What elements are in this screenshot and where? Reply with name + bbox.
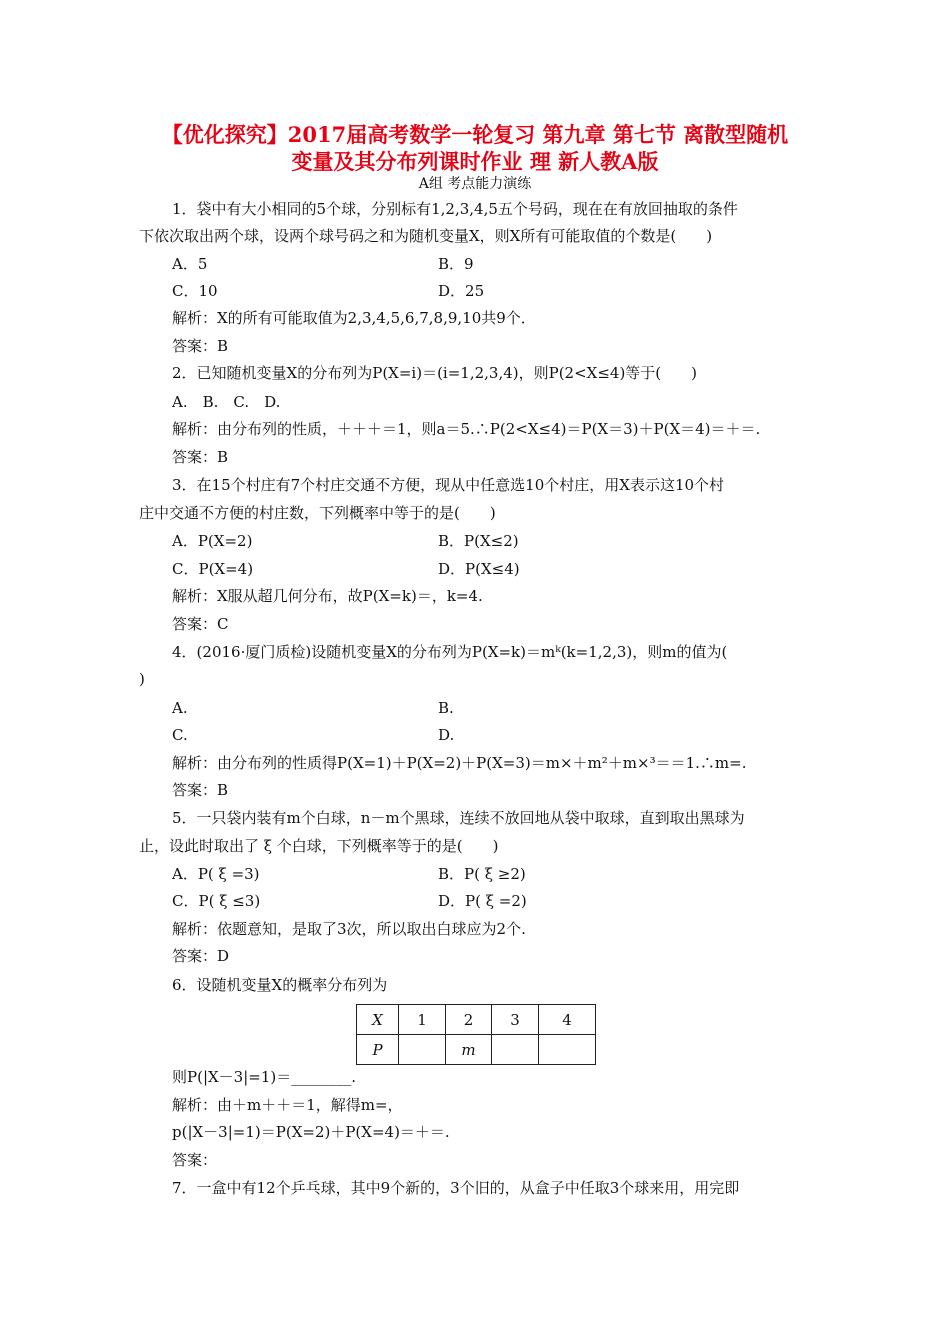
table-cell: m xyxy=(446,1035,492,1065)
q3-option-c: C．P(X=4) xyxy=(172,560,254,578)
q3-option-b: B．P(X≤2) xyxy=(438,532,519,550)
q2-analysis: 解析：由分布列的性质，＋＋＋＝1，则a＝5.∴P(2<X≤4)＝P(X＝3)＋P(X＝4)＝＋＝. xyxy=(172,420,761,438)
q3-analysis: 解析：X服从超几何分布，故P(X=k)＝，k=4. xyxy=(172,587,483,605)
q4-stem-line1: 4．(2016·厦门质检)设随机变量X的分布列为P(X=k)＝mᵏ(k=1,2,3)，则m的值为( xyxy=(172,643,728,661)
table-cell: X xyxy=(357,1005,399,1035)
q4-answer: 答案：B xyxy=(172,781,229,799)
table-cell: 3 xyxy=(492,1005,539,1035)
q5-stem-line1: 5．一只袋内装有m个白球，n－m个黑球，连续不放回地从袋中取球，直到取出黑球为 xyxy=(172,809,745,827)
q6-answer: 答案： xyxy=(172,1151,218,1169)
q2-stem: 2．已知随机变量X的分布列为P(X=i)＝(i=1,2,3,4)，则P(2<X≤4)等于( ) xyxy=(172,364,698,382)
q5-option-c: C．P( ξ ≤3) xyxy=(172,892,261,910)
q4-option-b: B. xyxy=(438,699,454,717)
q1-stem-line2: 下依次取出两个球，设两个球号码之和为随机变量X，则X所有可能取值的个数是( ) xyxy=(139,227,713,245)
distribution-table xyxy=(356,1004,596,1065)
q3-answer: 答案：C xyxy=(172,615,229,633)
q5-stem-line2: 止，设此时取出了 ξ 个白球，下列概率等于的是( ) xyxy=(139,837,499,855)
q6-analysis-line2: p(|X－3|=1)＝P(X=2)＋P(X=4)＝＋＝. xyxy=(172,1123,450,1141)
table-cell xyxy=(539,1035,596,1065)
q5-analysis: 解析：依题意知，是取了3次，所以取出白球应为2个. xyxy=(172,920,526,938)
q1-option-a: A．5 xyxy=(172,255,208,273)
q1-answer: 答案：B xyxy=(172,337,229,355)
q4-option-d: D. xyxy=(438,726,455,744)
q4-option-c: C. xyxy=(172,726,188,744)
q5-option-b: B．P( ξ ≥2) xyxy=(438,865,526,883)
title-line-1: 【优化探究】2017届高考数学一轮复习 第九章 第七节 离散型随机 xyxy=(161,122,789,147)
q6-stem: 6．设随机变量X的概率分布列为 xyxy=(172,976,388,994)
q1-option-d: D．25 xyxy=(438,282,485,300)
table-cell xyxy=(492,1035,539,1065)
q4-analysis: 解析：由分布列的性质得P(X=1)＋P(X=2)＋P(X=3)＝m×＋m²＋m×³＝＝1.∴m=. xyxy=(172,754,747,772)
q1-analysis: 解析：X的所有可能取值为2,3,4,5,6,7,8,9,10共9个． xyxy=(172,309,536,327)
q6-question: 则P(|X－3|=1)＝________. xyxy=(172,1068,357,1086)
q2-options: A. B. C. D. xyxy=(172,393,281,411)
q5-answer: 答案：D xyxy=(172,947,230,965)
q5-option-d: D．P( ξ =2) xyxy=(438,892,527,910)
table-cell: 2 xyxy=(446,1005,492,1035)
q4-stem-line2: ) xyxy=(139,670,145,688)
q5-option-a: A．P( ξ =3) xyxy=(172,865,260,883)
table-row xyxy=(357,1035,596,1065)
q1-option-b: B．9 xyxy=(438,255,474,273)
q1-option-c: C．10 xyxy=(172,282,218,300)
q3-stem-line1: 3．在15个村庄有7个村庄交通不方便，现从中任意选10个村庄，用X表示这10个村 xyxy=(172,476,725,494)
q3-option-d: D．P(X≤4) xyxy=(438,560,520,578)
table-cell: P xyxy=(357,1035,399,1065)
table-cell: 1 xyxy=(399,1005,446,1035)
q2-answer: 答案：B xyxy=(172,448,229,466)
section-heading: A组 考点能力演练 xyxy=(418,176,532,192)
table-cell xyxy=(399,1035,446,1065)
table-row xyxy=(357,1005,596,1035)
q4-option-a: A. xyxy=(172,699,188,717)
title-line-2: 变量及其分布列课时作业 理 新人教A版 xyxy=(291,149,659,174)
table-cell: 4 xyxy=(539,1005,596,1035)
q7-stem: 7．一盒中有12个乒乓球，其中9个新的，3个旧的，从盒子中任取3个球来用，用完即 xyxy=(172,1179,740,1197)
q1-stem-line1: 1．袋中有大小相同的5个球，分别标有1,2,3,4,5五个号码，现在在有放回抽取的条件 xyxy=(172,200,738,218)
q3-stem-line2: 庄中交通不方便的村庄数，下列概率中等于的是( ) xyxy=(139,504,496,522)
q3-option-a: A．P(X=2) xyxy=(172,532,253,550)
q6-analysis-line1: 解析：由＋m＋＋＝1，解得m=， xyxy=(172,1096,403,1114)
